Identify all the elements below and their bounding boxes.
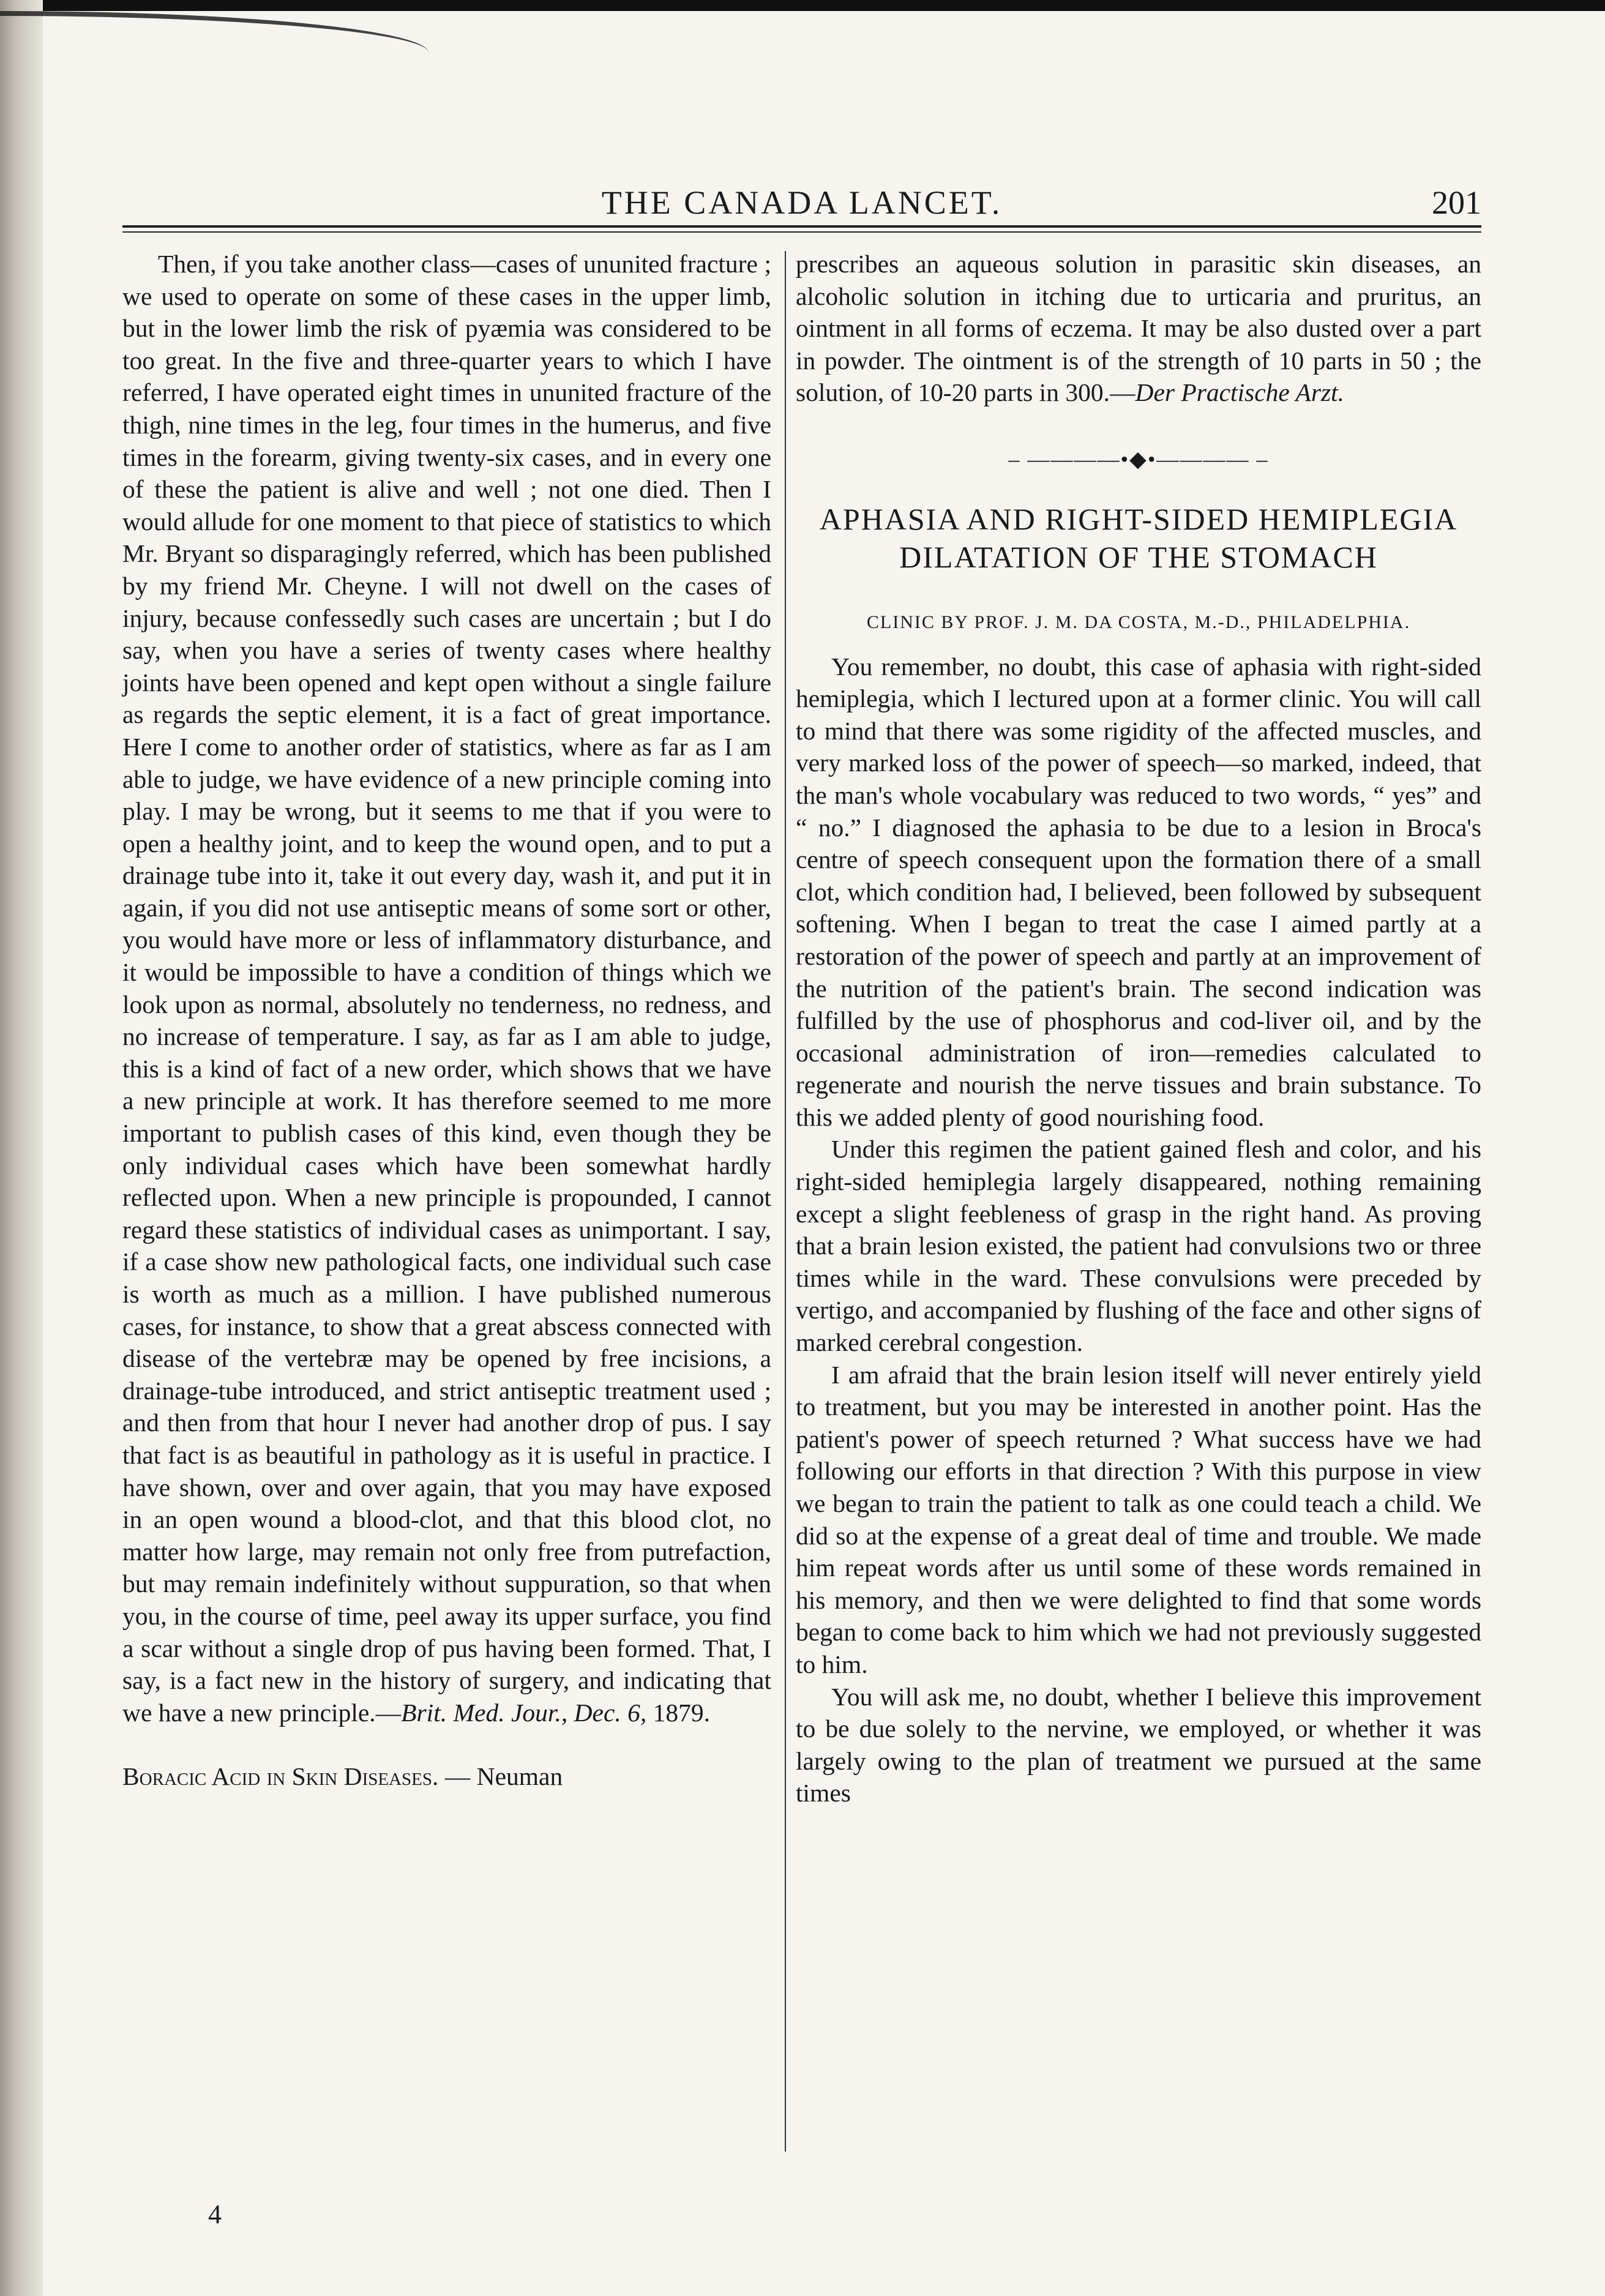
- page-top-edge: [0, 0, 1605, 11]
- paragraph: Under this regimen the patient gained flesh and color, and his right-sided hemiplegia largely disappeared, nothing remaining except a slight feebleness of grasp in the right hand. As proving that a brain lesion existed, the patient had convulsions two or three times while in the ward. These convulsions were preceded by vertigo, and accompanied by flushing of the face and other signs of marked cerebral congestion.: [796, 1135, 1481, 1357]
- paragraph-text: prescribes an aqueous solution in parasitic skin diseases, an alcoholic solution in itching due to urticaria and pruritus, an ointment in all forms of eczema. It may be also dusted over a part in powder. The ointment is of the strength of 10 parts in 50 ; the solution, of 10-20 parts in 300.—: [796, 250, 1481, 407]
- paragraph: [122, 1760, 771, 1793]
- paragraph: You remember, no doubt, this case of aphasia with right-sided hemiplegia, which I lectured upon at a former clinic. You will call to mind that there was some rigidity of the affected muscles, and very marked loss of the power of speech—so marked, indeed, that the man's whole vocabulary was reduced to two words, “ yes” and “ no.” I diagnosed the aphasia to be due to a lesion in Broca's centre of speech consequent upon the formation there of a small clot, which condition had, I believed, been followed by subsequent softening. When I began to treat the case I aimed partly at a restoration of the power of speech and partly at an improvement of the nutrition of the patient's brain. The second indication was fulfilled by the use of phosphorus and cod-liver oil, and by the occasional administration of iron—remedies calculated to regenerate and nourish the nerve tissues and brain substance. To this we added plenty of good nourishing food.: [796, 652, 1481, 1131]
- page-header: [122, 184, 1481, 220]
- paragraph-text: — Neuman: [438, 1762, 563, 1791]
- left-column: [122, 248, 771, 2164]
- paragraph-text: Then, if you take another class—cases of ununited fracture ; we used to operate on some of these cases in the upper limb, but in the lower limb the risk of pyæmia was considered to be too great. In the five and three-quarter years to which I have referred, I have operated eight times in ununited fracture of the thigh, nine times in the leg, four times in the humerus, and five times in the forearm, giving twenty-six cases, and in every one of these the patient is alive and well ; not one died. Then I would allude for one moment to that piece of statistics to which Mr. Bryant so disparagingly referred, which has been published by my friend Mr. Cheyne. I will not dwell on the cases of injury, because confessedly such cases are uncertain ; but I do say, when you have a series of twenty cases where healthy joints have been opened and kept open without a single failure as regards the septic element, it is a fact of great importance. Here I come to another order of statistics, where as far as I am able to judge, we have evidence of a new principle coming into play. I may be wrong, but it seems to me that if you were to open a healthy joint, and to keep the wound open, and to put a drainage tube into it, take it out every day, wash it, and put it in again, if you did not use antiseptic means of some sort or other, you would have more or less of inflammatory disturbance, and it would be impossible to have a condition of things which we look upon as normal, absolutely no tenderness, no redness, and no increase of temperature. I say, as far as I am able to judge, this is a kind of fact of a new order, which shows that we have a new principle at work. It has therefore seemed to me more important to publish cases of this kind, even though they be only individual cases which have been somewhat hardly reflected upon. When a new principle is propounded, I cannot regard these statistics of individual cases as unimportant. I say, if a case show new pathological facts, one individual such case is worth as much as a million. I have published numerous cases, for instance, to show that a great abscess connected with disease of the vertebræ may be opened by free incisions, a drainage-tube introduced, and strict antiseptic treatment used ; and then from that hour I never had another drop of pus. I say that fact is as beautiful in pathology as it is useful in practice. I have shown, over and over again, that you may have exposed in an open wound a blood-clot, and that this blood clot, no matter how large, may remain not only free from putrefaction, but may remain indefinitely without suppuration, so that when you, in the course of time, peel away its upper surface, you find a scar without a single drop of pus having been formed. That, I say, is a fact new in the history of surgery, and indicating that we have a new principle.—: [122, 250, 771, 1727]
- header-rule-thin: [122, 231, 1481, 233]
- citation: Brit. Med. Jour., Dec. 6,: [401, 1698, 647, 1727]
- column-divider: [785, 251, 786, 2152]
- paragraph: [796, 248, 1481, 409]
- signature-mark: 4: [208, 2199, 222, 2229]
- page-number: 201: [1432, 184, 1481, 221]
- citation-year: 1879.: [646, 1698, 711, 1727]
- paragraph: I am afraid that the brain lesion itself will never entirely yield to treatment, but you may be interested in another point. Has the patient's power of speech returned ? What success have we had following our efforts in that direction ? With this purpose in view we began to train the patient to talk as one could teach a child. We did so at the expense of a great deal of time and trouble. We made him repeat words after us until some of these words remained in his memory, and then we were delighted to find that some words began to come back to him which we had not previously suggested to him.: [796, 1360, 1481, 1678]
- section-heading: Boracic Acid in Skin Diseases.: [122, 1762, 439, 1791]
- paragraph: [122, 248, 771, 1729]
- article-title: APHASIA AND RIGHT-SIDED HEMIPLEGIA DILATATION OF THE STOMACH: [819, 501, 1458, 574]
- article-byline: CLINIC BY PROF. J. M. DA COSTA, M.-D., PHILADELPHIA.: [866, 611, 1411, 632]
- header-rule-thick: [122, 225, 1481, 228]
- binding-stroke: [0, 11, 428, 53]
- section-ornament: – ————•◆•———— –: [1008, 446, 1269, 471]
- page-binding-edge: [0, 0, 43, 2296]
- paragraph: You will ask me, no doubt, whether I believe this improvement to be due solely to the nervine, we employed, or whether it was largely owing to the plan of treatment we pursued at the same times: [796, 1682, 1481, 1808]
- right-column: [796, 248, 1481, 2164]
- running-title: THE CANADA LANCET.: [601, 184, 1003, 221]
- source-citation: Der Practische Arzt.: [1135, 378, 1345, 407]
